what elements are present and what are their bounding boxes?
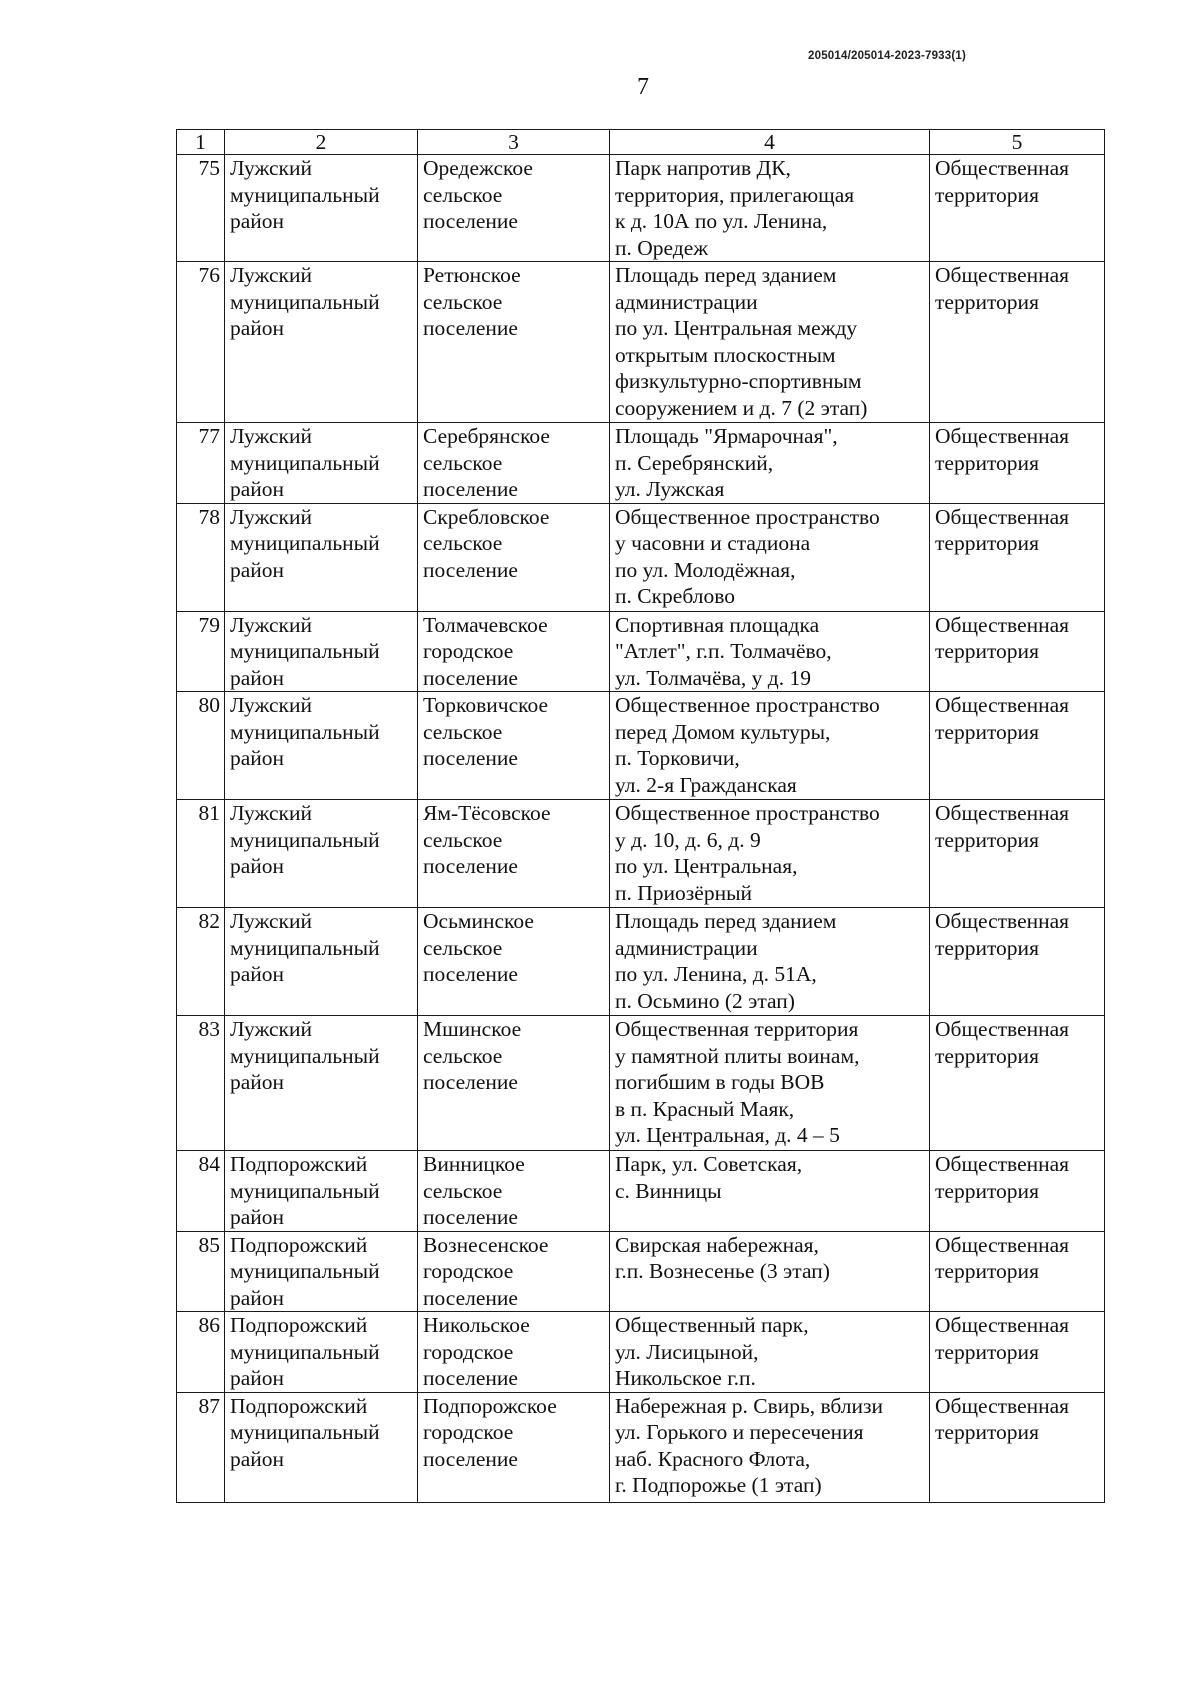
table-row bbox=[177, 262, 1105, 423]
type-cell: Общественная территория bbox=[930, 503, 1105, 611]
table-row bbox=[177, 1151, 1105, 1232]
page-number: 7 bbox=[637, 74, 649, 100]
object-cell: Общественное пространство перед Домом культуры, п. Торковичи, ул. 2-я Гражданская bbox=[610, 692, 930, 800]
settlement-cell: Осьминское сельское поселение bbox=[418, 908, 610, 1016]
type-cell: Общественная территория bbox=[930, 423, 1105, 504]
object-cell: Общественное пространство у д. 10, д. 6, д. 9 по ул. Центральная, п. Приозёрный bbox=[610, 800, 930, 908]
row-number: 83 bbox=[177, 1016, 225, 1151]
type-cell: Общественная территория bbox=[930, 1231, 1105, 1312]
row-number: 82 bbox=[177, 908, 225, 1016]
object-cell: Набережная р. Свирь, вблизи ул. Горького и пересечения наб. Красного Флота, г. Подпорожье (1 этап) bbox=[610, 1392, 930, 1502]
row-number: 85 bbox=[177, 1231, 225, 1312]
settlement-cell: Торковичское сельское поселение bbox=[418, 692, 610, 800]
row-number: 81 bbox=[177, 800, 225, 908]
row-number: 77 bbox=[177, 423, 225, 504]
settlement-cell: Ям-Тёсовское сельское поселение bbox=[418, 800, 610, 908]
territories-table bbox=[176, 129, 1105, 1503]
type-cell: Общественная территория bbox=[930, 908, 1105, 1016]
column-header: 1 bbox=[177, 130, 225, 155]
settlement-cell: Мшинское сельское поселение bbox=[418, 1016, 610, 1151]
district-cell: Лужский муниципальный район bbox=[225, 155, 418, 262]
object-cell: Парк напротив ДК, территория, прилегающая к д. 10А по ул. Ленина, п. Оредеж bbox=[610, 155, 930, 262]
table-row bbox=[177, 503, 1105, 611]
table-row bbox=[177, 155, 1105, 262]
column-header: 2 bbox=[225, 130, 418, 155]
district-cell: Подпорожский муниципальный район bbox=[225, 1312, 418, 1393]
type-cell: Общественная территория bbox=[930, 611, 1105, 692]
district-cell: Лужский муниципальный район bbox=[225, 423, 418, 504]
table-row bbox=[177, 1392, 1105, 1502]
table-header-row bbox=[177, 130, 1105, 155]
settlement-cell: Ретюнское сельское поселение bbox=[418, 262, 610, 423]
table-row bbox=[177, 611, 1105, 692]
row-number: 86 bbox=[177, 1312, 225, 1393]
row-number: 78 bbox=[177, 503, 225, 611]
settlement-cell: Скребловское сельское поселение bbox=[418, 503, 610, 611]
type-cell: Общественная территория bbox=[930, 155, 1105, 262]
table-row bbox=[177, 1312, 1105, 1393]
type-cell: Общественная территория bbox=[930, 262, 1105, 423]
row-number: 87 bbox=[177, 1392, 225, 1502]
column-header: 4 bbox=[610, 130, 930, 155]
table-row bbox=[177, 1231, 1105, 1312]
row-number: 84 bbox=[177, 1151, 225, 1232]
table-row bbox=[177, 1016, 1105, 1151]
table-row bbox=[177, 423, 1105, 504]
district-cell: Лужский муниципальный район bbox=[225, 503, 418, 611]
district-cell: Подпорожский муниципальный район bbox=[225, 1231, 418, 1312]
object-cell: Площадь перед зданием администрации по ул. Центральная между открытым плоскостным физкультурно-спортивным сооружением и д. 7 (2 этап) bbox=[610, 262, 930, 423]
type-cell: Общественная территория bbox=[930, 1151, 1105, 1232]
settlement-cell: Никольское городское поселение bbox=[418, 1312, 610, 1393]
table-row bbox=[177, 692, 1105, 800]
settlement-cell: Оредежское сельское поселение bbox=[418, 155, 610, 262]
settlement-cell: Подпорожское городское поселение bbox=[418, 1392, 610, 1502]
district-cell: Лужский муниципальный район bbox=[225, 800, 418, 908]
object-cell: Общественный парк, ул. Лисицыной, Никольское г.п. bbox=[610, 1312, 930, 1393]
district-cell: Лужский муниципальный район bbox=[225, 692, 418, 800]
row-number: 79 bbox=[177, 611, 225, 692]
column-header: 5 bbox=[930, 130, 1105, 155]
district-cell: Подпорожский муниципальный район bbox=[225, 1392, 418, 1502]
row-number: 76 bbox=[177, 262, 225, 423]
object-cell: Площадь "Ярмарочная", п. Серебрянский, ул. Лужская bbox=[610, 423, 930, 504]
object-cell: Парк, ул. Советская, с. Винницы bbox=[610, 1151, 930, 1232]
district-cell: Подпорожский муниципальный район bbox=[225, 1151, 418, 1232]
type-cell: Общественная территория bbox=[930, 1312, 1105, 1393]
object-cell: Спортивная площадка "Атлет", г.п. Толмачёво, ул. Толмачёва, у д. 19 bbox=[610, 611, 930, 692]
document-id: 205014/205014-2023-7933(1) bbox=[808, 50, 967, 62]
settlement-cell: Толмачевское городское поселение bbox=[418, 611, 610, 692]
table-row bbox=[177, 800, 1105, 908]
settlement-cell: Винницкое сельское поселение bbox=[418, 1151, 610, 1232]
object-cell: Свирская набережная, г.п. Вознесенье (3 этап) bbox=[610, 1231, 930, 1312]
type-cell: Общественная территория bbox=[930, 692, 1105, 800]
district-cell: Лужский муниципальный район bbox=[225, 1016, 418, 1151]
settlement-cell: Серебрянское сельское поселение bbox=[418, 423, 610, 504]
district-cell: Лужский муниципальный район bbox=[225, 908, 418, 1016]
type-cell: Общественная территория bbox=[930, 800, 1105, 908]
column-header: 3 bbox=[418, 130, 610, 155]
type-cell: Общественная территория bbox=[930, 1016, 1105, 1151]
row-number: 80 bbox=[177, 692, 225, 800]
object-cell: Общественная территория у памятной плиты воинам, погибшим в годы ВОВ в п. Красный Маяк, ул. Центральная, д. 4 – 5 bbox=[610, 1016, 930, 1151]
type-cell: Общественная территория bbox=[930, 1392, 1105, 1502]
district-cell: Лужский муниципальный район bbox=[225, 262, 418, 423]
object-cell: Площадь перед зданием администрации по ул. Ленина, д. 51А, п. Осьмино (2 этап) bbox=[610, 908, 930, 1016]
row-number: 75 bbox=[177, 155, 225, 262]
district-cell: Лужский муниципальный район bbox=[225, 611, 418, 692]
table-row bbox=[177, 908, 1105, 1016]
settlement-cell: Вознесенское городское поселение bbox=[418, 1231, 610, 1312]
object-cell: Общественное пространство у часовни и стадиона по ул. Молодёжная, п. Скреблово bbox=[610, 503, 930, 611]
